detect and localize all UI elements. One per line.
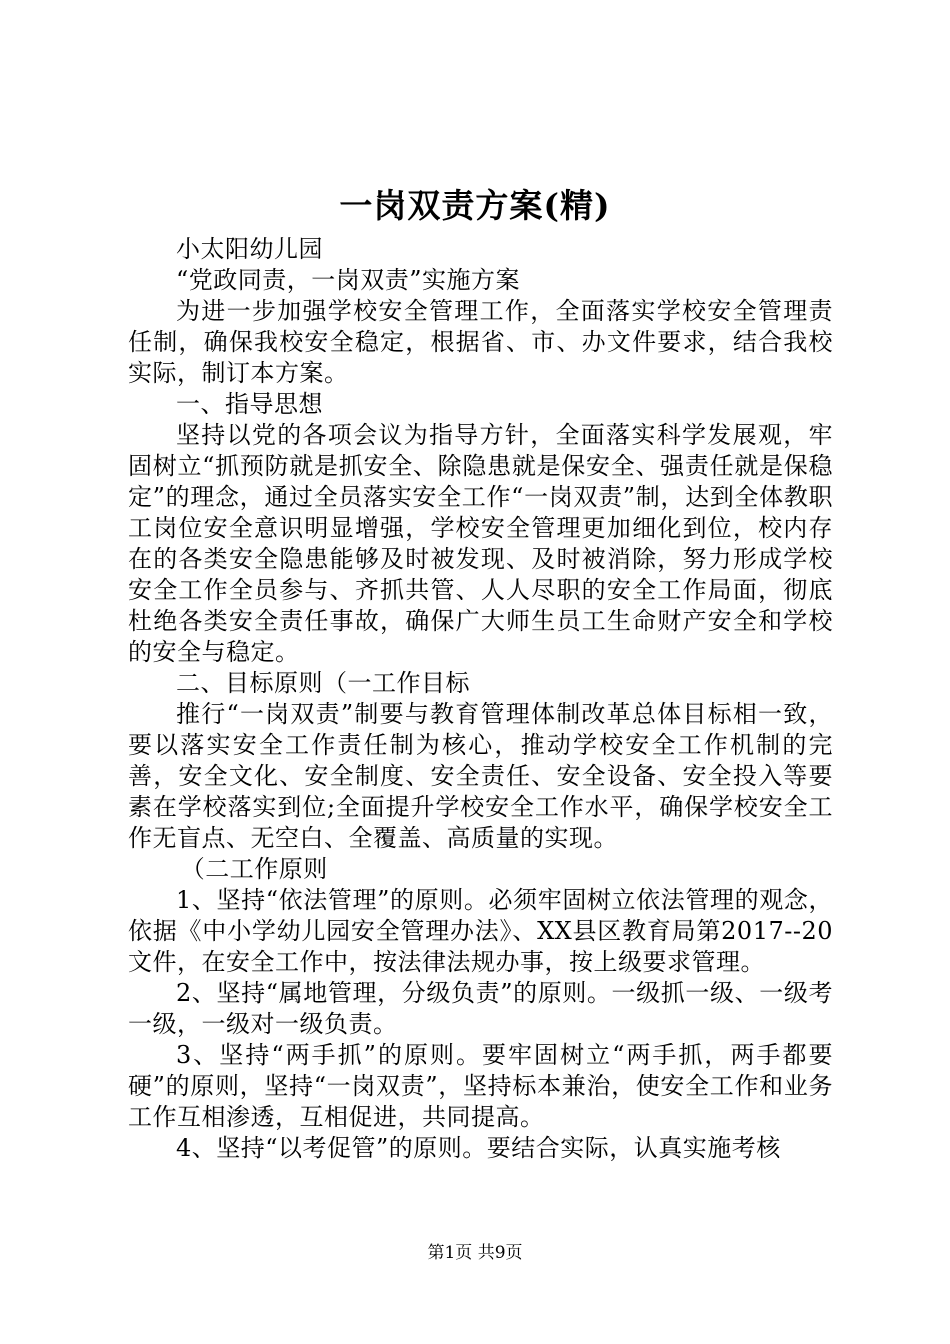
paragraph-principle-2: 2、坚持“属地管理，分级负责”的原则。一级抓一级、一级考一级，一级对一级负责。	[128, 979, 833, 1038]
paragraph-principle-1: 1、坚持“依法管理”的原则。必须牢固树立依法管理的观念，依据《中小学幼儿园安全管理办法》、XX县区教育局第2017--20文件，在安全工作中，按法律法规办事，按上级要求管理。	[128, 886, 833, 976]
paragraph-principle-4: 4、坚持“以考促管”的原则。要结合实际，认真实施考核	[176, 1134, 781, 1162]
paragraph-intro: 为进一步加强学校安全管理工作，全面落实学校安全管理责任制，确保我校安全稳定，根据省、市、办文件要求，结合我校实际，制订本方案。	[128, 297, 833, 387]
document-body	[128, 234, 833, 1164]
document-title: 一岗双责方案(精)	[339, 186, 611, 225]
section-heading-goals: 二、目标原则（一工作目标	[176, 669, 470, 697]
paragraph-plan-name: “党政同责，一岗双责”实施方案	[176, 266, 521, 294]
section-heading-principles: （二工作原则	[180, 855, 328, 883]
page-footer: 第1页 共9页	[427, 1243, 523, 1263]
section-heading-guiding-thought: 一、指导思想	[176, 390, 323, 418]
paragraph-organization: 小太阳幼儿园	[176, 235, 323, 263]
paragraph-goals: 推行“一岗双责”制要与教育管理体制改革总体目标相一致，要以落实安全工作责任制为核心，推动学校安全工作机制的完善，安全文化、安全制度、安全责任、安全设备、安全投入等要素在学校落实到位;全面提升学校安全工作水平，确保学校安全工作无盲点、无空白、全覆盖、高质量的实现。	[128, 700, 833, 852]
paragraph-principle-3: 3、坚持“两手抓”的原则。要牢固树立“两手抓，两手都要硬”的原则，坚持“一岗双责”，坚持标本兼治，使安全工作和业务工作互相渗透，互相促进，共同提高。	[128, 1041, 833, 1131]
paragraph-guiding-thought: 坚持以党的各项会议为指导方针，全面落实科学发展观，牢固树立“抓预防就是抓安全、除隐患就是保安全、强责任就是保稳定”的理念，通过全员落实安全工作“一岗双责”制，达到全体教职工岗位安全意识明显增强，学校安全管理更加细化到位，校内存在的各类安全隐患能够及时被发现、及时被消除，努力形成学校安全工作全员参与、齐抓共管、人人尽职的安全工作局面，彻底杜绝各类安全责任事故，确保广大师生员工生命财产安全和学校的安全与稳定。	[128, 421, 833, 666]
